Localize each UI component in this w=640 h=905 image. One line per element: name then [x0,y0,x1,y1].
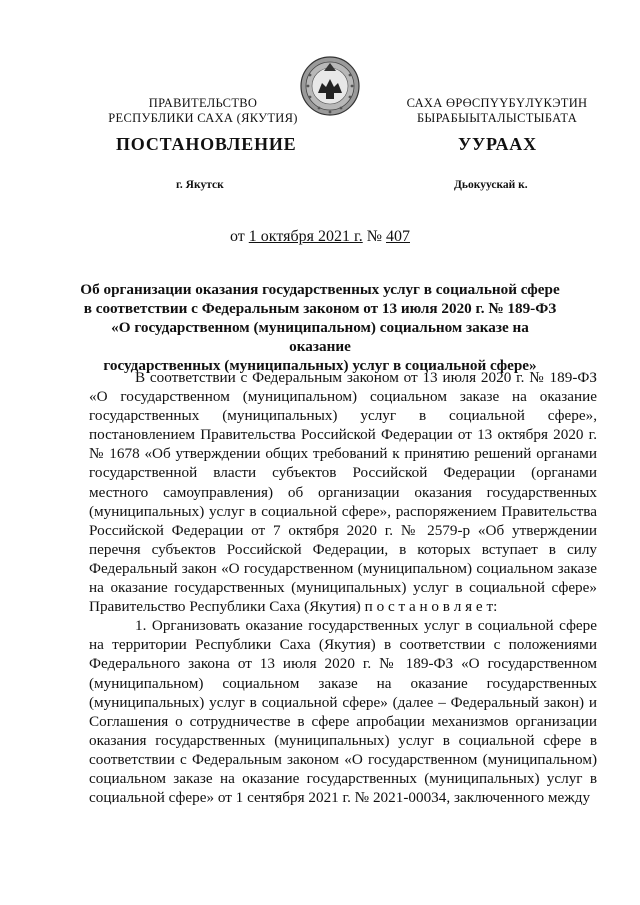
issuer-line-1: ПРАВИТЕЛЬСТВО [148,96,258,110]
document-date-line [0,228,640,246]
document-date: 1 октября 2021 г. [248,228,363,245]
clause-1-paragraph: 1. Организовать оказание государственных услуг в социальной сфере на территории Республики Саха (Якутия) в соответствии с положениями Федерального закона от 13 июля 2020 г. № 189-ФЗ «О государственном (муниципальном) социальном заказе на оказание государственных (муниципальных) услуг в социальной сфере» (далее – Федеральный закон) и Соглашения о сотрудничестве в сфере апробации механизмов организации оказания государственных (муниципальных) услуг в социальной сфере в соответствии с Федеральным законом «О государственном (муниципальном) социальном заказе на оказание государственных (муниципальных) услуг в социальной сфере» от 1 сентября 2021 г. № 2021-00034, заключенного между [89,617,597,807]
document-number: 407 [386,228,410,245]
sakha-coat-of-arms-icon [300,53,360,119]
issuer-line-2-yakut: БЫРАБЫЫТАЛЫСТЫБАТА [416,111,578,125]
title-line-4: государственных (муниципальных) услуг в социальной сфере» [103,357,537,374]
document-title [80,280,560,375]
title-line-2: в соответствии с Федеральным законом от 13 июля 2020 г. № 189-ФЗ [83,300,557,317]
issuer-header-russian [88,96,318,126]
city-russian: г. Якутск [176,179,224,191]
number-sign: № [366,228,382,245]
issuer-header-yakut [382,96,612,126]
document-type-yakut: УУРААХ [458,134,537,154]
city-yakut: Дьокуускай к. [454,179,528,191]
issuer-line-1-yakut: САХА ӨРӨСПҮҮБҮЛҮКЭТИН [406,96,588,110]
preamble-paragraph: В соответствии с Федеральным законом от 13 июля 2020 г. № 189-ФЗ «О государственном (муниципальном) социальном заказе на оказание государственных (муниципальных) услуг в социальной сфере», постановлением Правительства Российской Федерации от 13 октября 2020 г. № 1678 «Об утверждении общих требований к принятию решений органами государственной власти субъектов Российской Федерации (органами местного самоуправления) об организации оказания государственных (муниципальных) услуг в социальной сфере», распоряжением Правительства Российской Федерации от 7 октября 2020 г. № 2579-р «Об утверждении перечня субъектов Российской Федерации, в которых вступает в силу Федеральный закон «О государственном (муниципальном) социальном заказе на оказание государственных (муниципальных) услуг в социальной сфере» Правительство Республики Саха (Якутия) п о с т а н о в л я е т: [89,369,597,616]
document-type-russian: ПОСТАНОВЛЕНИЕ [116,134,297,154]
title-line-1: Об организации оказания государственных услуг в социальной сфере [80,281,560,298]
title-line-3: «О государственном (муниципальном) социальном заказе на оказание [111,319,529,355]
date-prefix: от [229,228,245,245]
document-body [89,368,597,807]
issuer-line-2: РЕСПУБЛИКИ САХА (ЯКУТИЯ) [108,111,298,125]
